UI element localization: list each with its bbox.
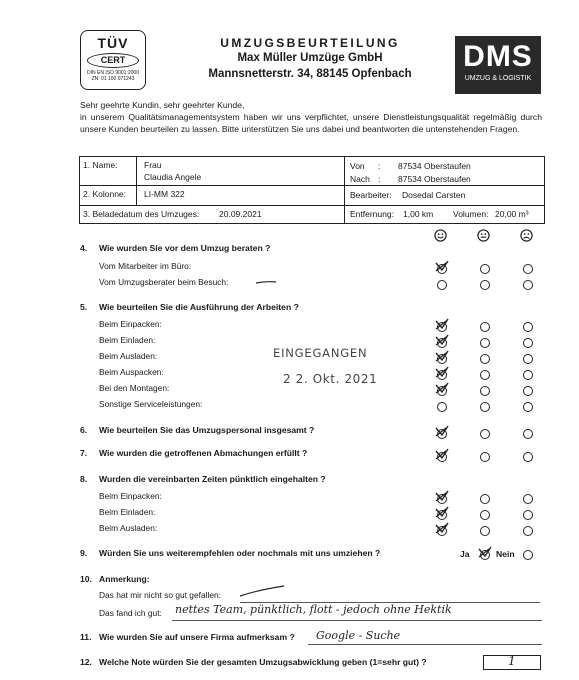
q4-item-besuch: Vom Umzugsberater beim Besuch: <box>99 277 229 287</box>
rating-option-q4-1-0[interactable] <box>437 280 447 290</box>
check-mark-icon <box>434 506 450 520</box>
bearbeiter-value: Dosedal Carsten <box>402 190 466 200</box>
q12-answer: 1 <box>508 654 516 668</box>
q5-item-einpacken: Beim Einpacken: <box>99 319 162 329</box>
rating-option-q5-0-1[interactable] <box>480 322 490 332</box>
tuv-cert-logo <box>80 30 146 90</box>
q4-dash-mark <box>255 278 277 286</box>
rating-option-q5-1-1[interactable] <box>480 338 490 348</box>
q11-answer: Google - Suche <box>316 629 401 642</box>
tuv-logo-text: TÜV <box>97 35 129 51</box>
rating-option-q6-0-1[interactable] <box>480 429 490 439</box>
question-12-number: 12. <box>80 657 92 667</box>
intro-greeting: Sehr geehrte Kundin, sehr geehrter Kunde, <box>80 100 245 110</box>
q9-nein-option[interactable] <box>523 550 533 560</box>
check-mark-icon <box>477 546 493 560</box>
tuv-cert-text: CERT <box>87 53 139 68</box>
q5-item-ausladen: Beim Ausladen: <box>99 351 158 361</box>
rating-option-q5-2-1[interactable] <box>480 354 490 364</box>
volumen-value: 20,00 m³ <box>495 209 529 219</box>
rating-option-q4-0-2[interactable] <box>523 264 533 274</box>
q10-negative-strike <box>238 584 286 598</box>
question-11-number: 11. <box>80 632 92 642</box>
rating-option-q5-4-2[interactable] <box>523 386 533 396</box>
rating-option-q4-1-2[interactable] <box>523 280 533 290</box>
q5-item-auspacken: Beim Auspacken: <box>99 367 164 377</box>
q10-negative-label: Das hat mir nicht so gut gefallen: <box>99 590 221 600</box>
check-mark-icon <box>434 260 450 274</box>
question-8-text: Wurden die vereinbarten Zeiten pünktlich eingehalten ? <box>99 474 326 484</box>
bearbeiter-label: Bearbeiter: <box>350 190 392 200</box>
question-4-text: Wie wurden Sie vor dem Umzug beraten ? <box>99 243 271 253</box>
datum-label: 3. Beladedatum des Umzuges: <box>83 209 200 219</box>
check-mark-icon <box>434 350 450 364</box>
question-5-number: 5. <box>80 302 88 312</box>
rating-option-q8-0-1[interactable] <box>480 494 490 504</box>
entfernung-value: 1,00 km <box>403 209 434 219</box>
check-mark-icon <box>434 448 450 462</box>
company-name: Max Müller Umzüge GmbH <box>237 52 383 64</box>
rating-option-q6-0-2[interactable] <box>523 429 533 439</box>
rating-option-q4-0-1[interactable] <box>480 264 490 274</box>
q9-nein-label: Nein <box>496 549 515 559</box>
rating-option-q5-4-1[interactable] <box>480 386 490 396</box>
tuv-iso-text: DIN EN ISO 9001:2000 <box>87 70 139 76</box>
dms-logo-subtitle: UMZUG & LOGISTIK <box>464 75 532 82</box>
rating-option-q5-2-2[interactable] <box>523 354 533 364</box>
q5-item-einladen: Beim Einladen: <box>99 335 156 345</box>
q4-item-buero: Vom Mitarbeiter im Büro: <box>99 261 192 271</box>
check-mark-icon <box>434 425 450 439</box>
intro-body: in unserem Qualitätsmanagementsystem haben wir uns verpflichtet, unsere Dienstleistungsqualität regelmäßig durch unsere Kunden beurteilen zu lassen. Bitte unterstützen Sie uns dabei und beantworten die untenstehenden Fragen. <box>80 112 542 134</box>
q9-ja-label: Ja <box>460 549 470 559</box>
question-11-text: Wie wurden Sie auf unsere Firma aufmerksam ? <box>99 632 295 642</box>
rating-option-q8-0-2[interactable] <box>523 494 533 504</box>
question-12-text: Welche Note würden Sie der gesamten Umzugsabwicklung geben (1=sehr gut) ? <box>99 657 427 667</box>
q8-item-ausladen: Beim Ausladen: <box>99 523 158 533</box>
question-10-number: 10. <box>80 574 92 584</box>
kolonne-value: LI-MM 322 <box>144 189 185 199</box>
intro-text <box>80 99 542 135</box>
q8-item-einladen: Beim Einladen: <box>99 507 156 517</box>
check-mark-icon <box>434 334 450 348</box>
rating-option-q5-0-2[interactable] <box>523 322 533 332</box>
question-7-number: 7. <box>80 448 88 458</box>
von-colon: : <box>378 161 381 171</box>
von-label: Von <box>350 161 365 171</box>
rating-option-q8-1-2[interactable] <box>523 510 533 520</box>
check-mark-icon <box>434 382 450 396</box>
check-mark-icon <box>434 490 450 504</box>
question-9-text: Würden Sie uns weiterempfehlen oder nochmals mit uns umziehen ? <box>99 548 381 558</box>
smiley-neutral-icon <box>477 229 490 242</box>
q10-positive-answer: nettes Team, pünktlich, flott - jedoch ohne Hektik <box>175 603 452 616</box>
rating-option-q5-5-2[interactable] <box>523 402 533 412</box>
q5-item-sonstige: Sonstige Serviceleistungen: <box>99 399 203 409</box>
datum-value: 20.09.2021 <box>219 209 262 219</box>
name-label: 1. Name: <box>83 160 118 170</box>
nach-colon: : <box>378 174 381 184</box>
volumen-label: Volumen: <box>453 209 489 219</box>
nach-label: Nach <box>350 174 370 184</box>
rating-option-q7-0-1[interactable] <box>480 452 490 462</box>
q8-item-einpacken: Beim Einpacken: <box>99 491 162 501</box>
company-address: Mannsnetterstr. 34, 88145 Opfenbach <box>208 68 412 80</box>
smiley-sad-icon <box>520 229 533 242</box>
page-title: UMZUGSBEURTEILUNG <box>220 36 400 50</box>
nach-value: 87534 Oberstaufen <box>398 174 471 184</box>
rating-option-q7-0-2[interactable] <box>523 452 533 462</box>
rating-option-q5-5-1[interactable] <box>480 402 490 412</box>
name-salutation: Frau <box>144 160 162 170</box>
q10-positive-label: Das fand ich gut: <box>99 608 162 618</box>
name-value: Claudia Angele <box>144 172 202 182</box>
question-4-number: 4. <box>80 243 88 253</box>
question-6-text: Wie beurteilen Sie das Umzugspersonal insgesamt ? <box>99 425 315 435</box>
question-7-text: Wie wurden die getroffenen Abmachungen erfüllt ? <box>99 448 308 458</box>
check-mark-icon <box>434 318 450 332</box>
check-mark-icon <box>434 366 450 380</box>
entfernung-label: Entfernung: <box>350 209 394 219</box>
question-5-text: Wie beurteilen Sie die Ausführung der Arbeiten ? <box>99 302 299 312</box>
rating-option-q8-1-1[interactable] <box>480 510 490 520</box>
q12-grade-box[interactable] <box>483 655 541 670</box>
customer-info-table <box>79 156 545 224</box>
question-9-number: 9. <box>80 548 88 558</box>
rating-option-q5-3-1[interactable] <box>480 370 490 380</box>
question-10-text: Anmerkung: <box>99 574 150 584</box>
dms-logo-text: DMS <box>463 40 533 73</box>
rating-option-q4-1-1[interactable] <box>480 280 490 290</box>
dms-logo <box>455 36 541 94</box>
received-stamp-date: 2 2. Okt. 2021 <box>283 372 378 386</box>
check-mark-icon <box>434 522 450 536</box>
q5-item-montagen: Bei den Montagen: <box>99 383 170 393</box>
received-stamp-title: EINGEGANGEN <box>273 346 368 360</box>
rating-option-q8-2-2[interactable] <box>523 526 533 536</box>
rating-option-q5-5-0[interactable] <box>437 402 447 412</box>
kolonne-label: 2. Kolonne: <box>83 189 127 199</box>
smiley-happy-icon <box>434 229 447 242</box>
rating-option-q8-2-1[interactable] <box>480 526 490 536</box>
rating-option-q5-3-2[interactable] <box>523 370 533 380</box>
rating-option-q5-1-2[interactable] <box>523 338 533 348</box>
von-value: 87534 Oberstaufen <box>398 161 471 171</box>
tuv-zn-text: ZN: 01 100 071243 <box>91 76 135 82</box>
question-8-number: 8. <box>80 474 88 484</box>
question-6-number: 6. <box>80 425 88 435</box>
